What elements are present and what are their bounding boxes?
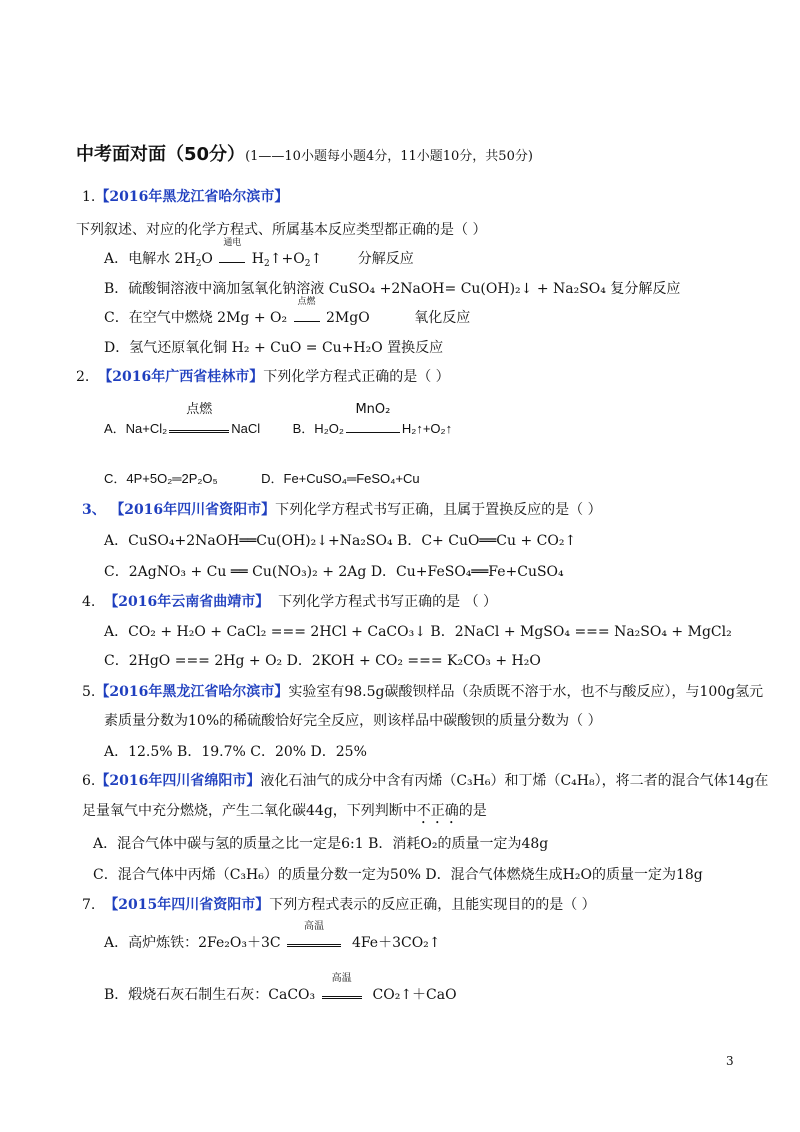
q6-emphasis: 不正确 (416, 803, 459, 819)
q1-a-type: 分解反应 (357, 251, 414, 267)
q3-options-cd: C．2AgNO₃ + Cu ══ Cu(NO₃)₂ + 2Ag D．Cu+FeSO₄══Fe+CuSO₄ (104, 564, 564, 580)
q1-number: 1. (82, 189, 96, 205)
page-number: 3 (726, 1054, 734, 1068)
q2-stem: 下列化学方程式正确的是（ ） (263, 369, 450, 385)
q7-source: 【2015年四川省资阳市】 (104, 897, 270, 913)
q1-option-d: D．氢气还原氧化铜 H₂ + CuO = Cu+H₂O 置换反应 (104, 340, 444, 356)
q7-a-condition: 高温 (287, 934, 341, 952)
section-heading (76, 146, 533, 166)
q6-source: 【2016年四川省绵阳市】 (95, 773, 261, 789)
q2-a-condition: 点燃 (169, 420, 229, 438)
q4-options-cd: C．2HgO === 2Hg + O₂ D．2KOH + CO₂ === K₂CO₃ + H₂O (104, 653, 541, 669)
q1-header (82, 188, 288, 206)
q6-stem-line1: 液化石油气的成分中含有丙烯（C₃H₆）和丁烯（C₄H₈），将二者的混合气体14g在 (260, 773, 769, 789)
q7-b-condition: 高温 (322, 986, 362, 1004)
q4-number: 4. (82, 594, 96, 610)
q1-c-condition: 点燃 (294, 309, 320, 327)
q6-header (82, 772, 768, 790)
q4-options-ab: A．CO₂ + H₂O + CaCl₂ === 2HCl + CaCO₃↓ B．2NaCl + MgSO₄ === Na₂SO₄ + MgCl₂ (104, 624, 732, 640)
q2-options-ab: A．Na+Cl₂ 点燃 NaCl B．H₂O₂ MnO₂ H₂↑+O₂↑ (104, 402, 453, 436)
q6-stem-line2: 足量氧气中充分燃烧，产生二氧化碳44g，下列判断中不正确的是 (82, 803, 487, 819)
q5-number: 5. (82, 684, 96, 700)
q2-source: 【2016年广西省桂林市】 (98, 369, 264, 385)
q2-b-condition: MnO₂ (346, 420, 400, 438)
heading-note: (1——10小题每小题4分，11小题10分，共50分) (245, 149, 533, 164)
q1-option-b: B．硫酸铜溶液中滴加氢氧化钠溶液 CuSO₄ +2NaOH= Cu(OH)₂↓ + Na₂SO₄ 复分解反应 (104, 281, 681, 297)
q7-header (82, 896, 596, 914)
heading-title: 中考面对面（50分） (76, 144, 246, 165)
q1-a-prefix: A．电解水 2H (104, 251, 196, 267)
q6-options-ab: A．混合气体中碳与氢的质量之比一定是6:1 B．消耗O₂的质量一定为48g (93, 836, 549, 852)
q4-stem: 下列化学方程式书写正确的是 （ ） (278, 594, 498, 610)
q1-option-a: A．电解水 $2H_2O$ 通电 $H_2↑+O_2↑$ 分解反应 (104, 238, 414, 269)
q5-stem-line1: 实验室有98.5g碳酸钡样品（杂质既不溶于水，也不与酸反应），与100g氢元 (288, 684, 764, 700)
q3-number: 3、 (82, 502, 106, 518)
q7-stem: 下列方程式表示的反应正确，且能实现目的的是（ ） (269, 897, 596, 913)
q4-source: 【2016年云南省曲靖市】 (104, 594, 270, 610)
q2-options-cd: C．4P+5O₂═2P₂O₅ D．Fe+CuSO₄═FeSO₄+Cu (104, 471, 420, 486)
q1-c-type: 氧化反应 (414, 310, 471, 326)
q7-number: 7. (82, 897, 96, 913)
q1-stem: 下列叙述、对应的化学方程式、所属基本反应类型都正确的是（ ） (76, 222, 487, 238)
q6-options-cd: C．混合气体中丙烯（C₃H₆）的质量分数一定为50% D．混合气体燃烧生成H₂O的质量一定为18g (93, 867, 703, 883)
q6-number: 6. (82, 773, 96, 789)
q1-option-c: C．在空气中燃烧 2Mg + O₂ 点燃 2MgO 氧化反应 (104, 297, 471, 326)
q1-source: 【2016年黑龙江省哈尔滨市】 (95, 189, 289, 205)
q1-a-condition: 通电 (219, 250, 245, 268)
q3-options-ab: A．CuSO₄+2NaOH══Cu(OH)₂↓+Na₂SO₄ B．C+ CuO══Cu + CO₂↑ (104, 533, 577, 549)
q5-source: 【2016年黑龙江省哈尔滨市】 (95, 684, 289, 700)
q5-stem-line2: 素质量分数为10%的稀硫酸恰好完全反应，则该样品中碳酸钡的质量分数为（ ） (104, 713, 602, 729)
q7-option-b: B．煅烧石灰石制生石灰：CaCO₃ 高温 CO₂↑＋CaO (104, 973, 457, 1003)
q4-header (82, 593, 497, 611)
q5-options: A．12.5% B．19.7% C．20% D．25% (104, 744, 367, 760)
q2-header (76, 368, 450, 386)
q2-number: 2. (76, 369, 90, 385)
q7-option-a: A．高炉炼铁：2Fe₂O₃＋3C 高温 4Fe＋3CO₂↑ (104, 921, 441, 951)
q3-source: 【2016年四川省资阳市】 (110, 502, 276, 518)
q5-header (82, 683, 763, 701)
q3-stem: 下列化学方程式书写正确，且属于置换反应的是（ ） (275, 502, 602, 518)
q3-header (82, 501, 602, 519)
